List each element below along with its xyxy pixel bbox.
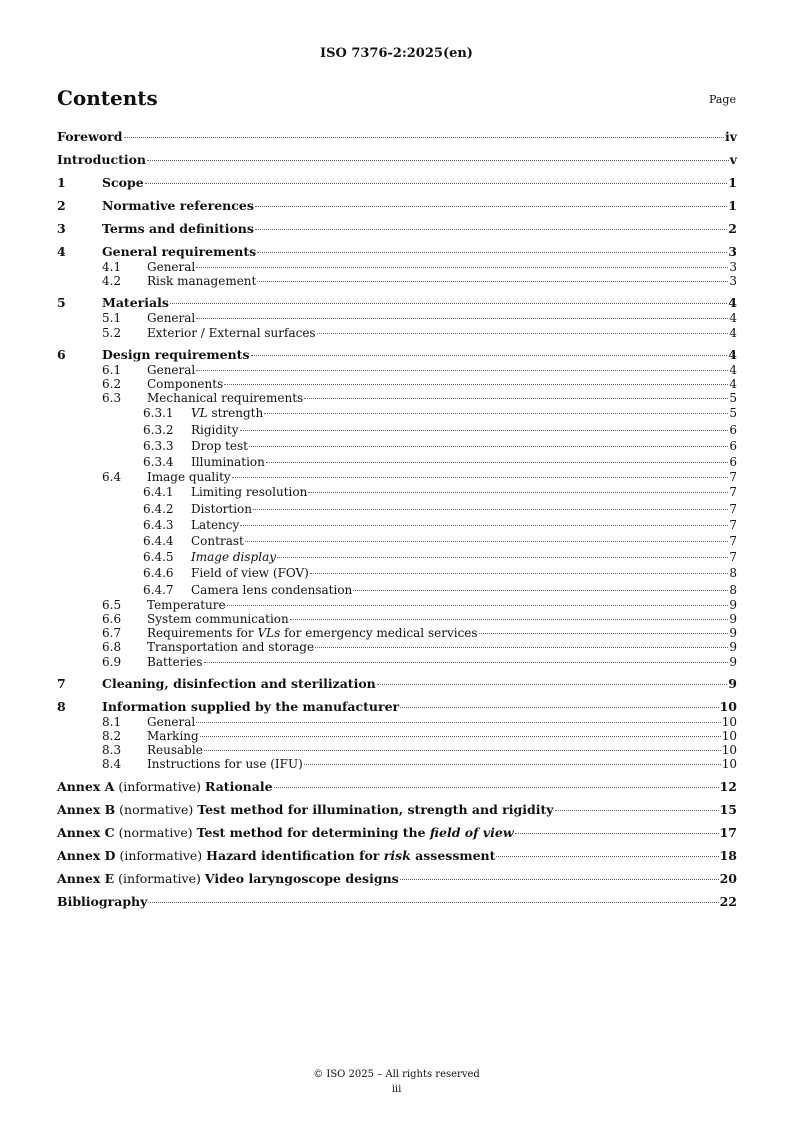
toc-entry-title-part: Annex C [57,824,115,840]
toc-entry-number: 6.4.4 [143,534,174,549]
dot-leader [240,430,729,431]
toc-entry-title [191,405,263,421]
dot-leader [196,267,728,268]
toc-entry-page: 5 [729,391,737,406]
dot-leader [224,384,728,385]
toc-entry[interactable] [57,221,737,237]
toc-entry-number: 2 [57,198,66,213]
toc-entry-title: General [147,362,196,377]
toc-entry-page: 7 [729,517,737,532]
toc-entry-page: 10 [721,714,737,729]
toc-entry[interactable] [57,871,737,887]
toc-entry-title-part: (normative) [115,801,198,817]
dot-leader [400,879,719,880]
toc-entry-number: 1 [57,175,66,190]
dot-leader [496,856,718,857]
toc-entry[interactable] [57,779,737,795]
toc-entry-page: 4 [729,362,737,377]
toc-entry-page: 17 [719,824,737,840]
toc-entry-title-part: Annex B [57,801,116,817]
toc-entry-number: 8 [57,698,66,714]
toc-entry-page: 6 [729,438,737,453]
toc-entry[interactable] [57,848,737,864]
dot-leader [353,590,728,591]
dot-leader [266,462,729,463]
toc-entry-number: 4.2 [102,274,122,289]
dot-leader [148,902,718,903]
toc-entry-number: 6.4.6 [143,566,174,581]
toc-entry-number: 6.4.3 [143,517,174,532]
toc-entry-title: Normative references [102,198,254,213]
toc-entry-page: 20 [719,870,737,886]
toc-entry-number: 6.4.5 [143,550,174,565]
toc-entry-title: Transportation and storage [147,640,315,655]
toc-entry-number: 6.4.1 [143,485,174,500]
toc-entry-page: 6 [729,455,737,470]
toc-entry-page: 22 [719,893,737,909]
dot-leader [555,810,719,811]
toc-entry-page: 7 [729,534,737,549]
toc-entry-title [57,825,514,841]
toc-entry-number: 5.2 [102,325,122,340]
toc-entry[interactable] [57,470,737,484]
toc-entry-title-part: Annex A [57,778,115,794]
toc-entry-title: Foreword [57,129,123,144]
toc-entry-number: 6.4.7 [143,582,174,597]
footer [0,1067,793,1097]
toc-entry-title: Information supplied by the manufacturer [102,698,400,714]
toc-entry-number: 8.2 [102,729,122,744]
toc-entry-title-part: Annex E [57,870,115,886]
dot-leader [204,662,729,663]
toc-entry-page: 3 [728,244,737,259]
dot-leader [200,736,721,737]
toc-entry-page: 9 [728,675,737,691]
toc-entry[interactable] [57,549,737,565]
toc-entry[interactable] [57,598,737,612]
toc-entry-title-part: Test method for illumination, strength and rigidity [197,801,554,817]
toc-entry[interactable] [57,757,737,771]
toc-entry[interactable] [57,438,737,454]
toc-entry-number: 6.6 [102,612,122,627]
toc-entry-title: Camera lens condensation [191,582,353,597]
toc-entry-title-part: Image display [191,550,277,565]
dot-leader [124,137,724,138]
toc-entry[interactable] [57,676,737,692]
toc-entry-title-part: strength [207,406,264,421]
dot-leader [304,764,721,765]
toc-entry-title: Batteries [147,654,203,669]
toc-entry-number: 7 [57,675,66,691]
toc-entry-title: General [147,260,196,274]
toc-entry-number: 6.3.2 [143,422,174,437]
dot-leader [308,492,728,493]
toc-entry[interactable] [57,612,737,626]
dot-leader [304,398,728,399]
toc-entry-title: Introduction [57,152,147,167]
toc-entry-title: Field of view (FOV) [191,566,309,581]
toc-entry[interactable] [57,699,737,715]
toc-entry[interactable] [57,715,737,729]
toc-entry-title-part: (normative) [114,824,197,840]
dot-leader [400,707,718,708]
toc-entry-page: iv [724,129,737,144]
toc-entry-page: 4 [729,377,737,392]
copyright-notice: © ISO 2025 – All rights reserved [313,1069,480,1080]
page-column-label: Page [708,93,736,106]
toc-entry-title: Exterior / External surfaces [147,325,316,340]
toc-entry[interactable] [57,347,737,363]
toc-entry-title [57,848,495,864]
toc-entry-page: 1 [728,198,737,213]
toc-entry-title-part: field of view [429,824,514,840]
dot-leader [317,333,729,334]
toc-entry-title [57,871,399,887]
toc-entry-title-part: Hazard identification for [206,847,384,863]
toc-entry-number: 3 [57,221,66,236]
toc-entry-page: 4 [729,325,737,340]
dot-leader [377,684,728,685]
toc-entry[interactable] [57,640,737,654]
toc-entry-title [57,779,273,795]
dot-leader [245,541,729,542]
toc-entry-title [57,802,554,818]
toc-entry-title: Cleaning, disinfection and sterilization [102,675,376,691]
toc-entry[interactable] [57,655,737,669]
dot-leader [257,281,728,282]
dot-leader [310,573,728,574]
toc-entry-page: 12 [719,778,737,794]
toc-entry-title: Contrast [191,534,244,549]
toc-entry[interactable] [57,295,737,311]
table-of-contents [57,129,737,910]
toc-entry-number: 5.1 [102,311,122,326]
toc-entry-title-part: VL [191,406,208,421]
toc-entry-title-part: risk [383,847,411,863]
toc-entry[interactable] [57,743,737,757]
toc-entry-number: 4.1 [102,260,122,274]
toc-entry-title: Rigidity [191,422,239,437]
dot-leader [290,619,729,620]
toc-entry-page: 10 [721,729,737,744]
toc-entry-number: 8.1 [102,714,122,729]
toc-entry-title: Limiting resolution [191,485,308,500]
toc-entry[interactable] [57,175,737,191]
toc-entry[interactable] [57,533,737,549]
toc-entry-title-part: for emergency medical services [280,626,478,641]
toc-entry-page: 2 [728,221,737,236]
toc-entry-page: 8 [729,582,737,597]
dot-leader [249,446,728,447]
dot-leader [253,509,728,510]
toc-entry-number: 6.3.4 [143,455,174,470]
toc-entry-title: Illumination [191,455,265,470]
toc-entry-page: 9 [729,626,737,641]
toc-entry[interactable] [57,198,737,214]
dot-leader [251,355,728,356]
toc-entry-page: 9 [729,612,737,627]
dot-leader [196,370,728,371]
toc-entry-title-part: (informative) [114,870,205,886]
dot-leader [264,413,728,414]
toc-entry-page: 3 [729,274,737,289]
toc-entry-page: 7 [729,501,737,516]
toc-entry-title-part: Test method for determining the [196,824,430,840]
dot-leader [255,229,727,230]
toc-entry-title: Design requirements [102,346,250,362]
toc-entry[interactable] [57,129,737,145]
toc-entry-title: General [147,311,196,326]
dot-leader [196,318,728,319]
toc-entry-title [191,549,276,565]
toc-entry[interactable] [57,363,737,377]
toc-entry-number: 6.4 [102,470,122,485]
toc-entry-page: v [729,152,737,167]
dot-leader [240,525,728,526]
dot-leader [147,160,729,161]
page-title: Contents [57,86,158,110]
toc-entry-number: 6.1 [102,362,122,377]
toc-entry-number: 6.2 [102,377,122,392]
toc-entry[interactable] [57,454,737,470]
toc-entry-title-part: VLs [257,626,281,641]
toc-entry-page: 7 [729,470,737,485]
toc-entry-title: Latency [191,517,240,532]
toc-entry-title: Mechanical requirements [147,391,304,406]
toc-entry-page: 1 [728,175,737,190]
toc-entry[interactable] [57,326,737,340]
toc-entry-title-part: (informative) [115,847,207,863]
toc-entry-title-part: Requirements for [147,626,258,641]
toc-entry-page: 18 [719,847,737,863]
toc-entry-title: System communication [147,612,289,627]
dot-leader [204,750,721,751]
toc-entry-title [147,626,478,640]
dot-leader [315,647,728,648]
toc-entry-page: 4 [728,295,737,311]
toc-entry-page: 15 [719,801,737,817]
toc-entry-title: Reusable [147,743,203,758]
toc-entry-page: 9 [729,640,737,655]
toc-entry-page: 10 [719,698,737,714]
toc-entry-title-part: Rationale [205,778,273,794]
toc-entry-title: Instructions for use (IFU) [147,757,303,772]
toc-entry-title: General [147,714,196,729]
dot-leader [232,477,729,478]
toc-entry-number: 8.4 [102,757,122,772]
toc-entry-number: 6.3.3 [143,438,174,453]
toc-entry-title: Drop test [191,438,248,453]
toc-entry[interactable] [57,405,737,421]
toc-entry-page: 10 [721,757,737,772]
toc-entry[interactable] [57,484,737,500]
toc-entry-number: 6.4.2 [143,501,174,516]
toc-entry-title: Materials [102,295,169,311]
toc-entry-title: Risk management [147,274,257,289]
toc-entry-number: 5 [57,295,66,311]
toc-entry-title-part: (informative) [114,778,206,794]
dot-leader [479,633,729,634]
dot-leader [255,206,727,207]
toc-entry-title: Image quality [147,470,231,485]
toc-entry-page: 9 [729,597,737,612]
toc-entry[interactable] [57,626,737,640]
toc-entry-page: 8 [729,566,737,581]
toc-entry-title: Temperature [147,597,226,612]
toc-entry-page: 10 [721,743,737,758]
toc-entry[interactable] [57,391,737,405]
toc-entry-title-part: assessment [410,847,496,863]
dot-leader [170,303,727,304]
toc-entry-page: 5 [729,406,737,421]
toc-entry-number: 8.3 [102,743,122,758]
document-header: ISO 7376-2:2025(en) [320,46,473,61]
toc-entry-page: 4 [728,346,737,362]
toc-entry[interactable] [57,825,737,841]
dot-leader [274,787,719,788]
toc-entry[interactable] [57,501,737,517]
dot-leader [277,557,728,558]
toc-entry-title: Terms and definitions [102,221,254,236]
toc-entry-page: 3 [729,260,737,274]
toc-entry-number: 6.5 [102,597,122,612]
toc-entry-title: Distortion [191,501,253,516]
toc-entry-title: Components [147,377,224,392]
toc-entry[interactable] [57,517,737,533]
toc-entry-title: Bibliography [57,893,148,909]
toc-entry-title: Scope [102,175,144,190]
toc-entry[interactable] [57,377,737,391]
dot-leader [257,252,727,253]
toc-entry-number: 6.3 [102,391,122,406]
toc-entry[interactable] [57,311,737,325]
toc-entry-number: 6.8 [102,640,122,655]
toc-entry[interactable] [57,422,737,438]
toc-entry[interactable] [57,152,737,168]
toc-entry[interactable] [57,274,737,288]
toc-entry-page: 7 [729,485,737,500]
footer-page-number: iii [391,1084,402,1095]
toc-entry[interactable] [57,565,737,581]
toc-entry[interactable] [57,894,737,910]
toc-entry[interactable] [57,802,737,818]
toc-entry-title: Marking [147,729,199,744]
toc-entry-number: 6.3.1 [143,406,174,421]
toc-entry[interactable] [57,244,737,260]
toc-entry[interactable] [57,582,737,598]
toc-entry-page: 7 [729,550,737,565]
toc-entry[interactable] [57,729,737,743]
toc-entry-title-part: Video laryngoscope designs [204,870,399,886]
toc-entry-page: 9 [729,654,737,669]
toc-entry-number: 6.7 [102,626,122,641]
toc-entry-title-part: Annex D [57,847,116,863]
dot-leader [196,722,720,723]
toc-entry-page: 4 [729,311,737,326]
dot-leader [515,833,719,834]
dot-leader [145,183,728,184]
toc-entry-number: 6 [57,346,66,362]
toc-entry-title: General requirements [102,244,257,259]
toc-entry-number: 6.9 [102,654,122,669]
toc-entry-number: 4 [57,244,66,259]
toc-entry-page: 6 [729,422,737,437]
dot-leader [227,605,729,606]
toc-entry[interactable] [57,260,737,274]
